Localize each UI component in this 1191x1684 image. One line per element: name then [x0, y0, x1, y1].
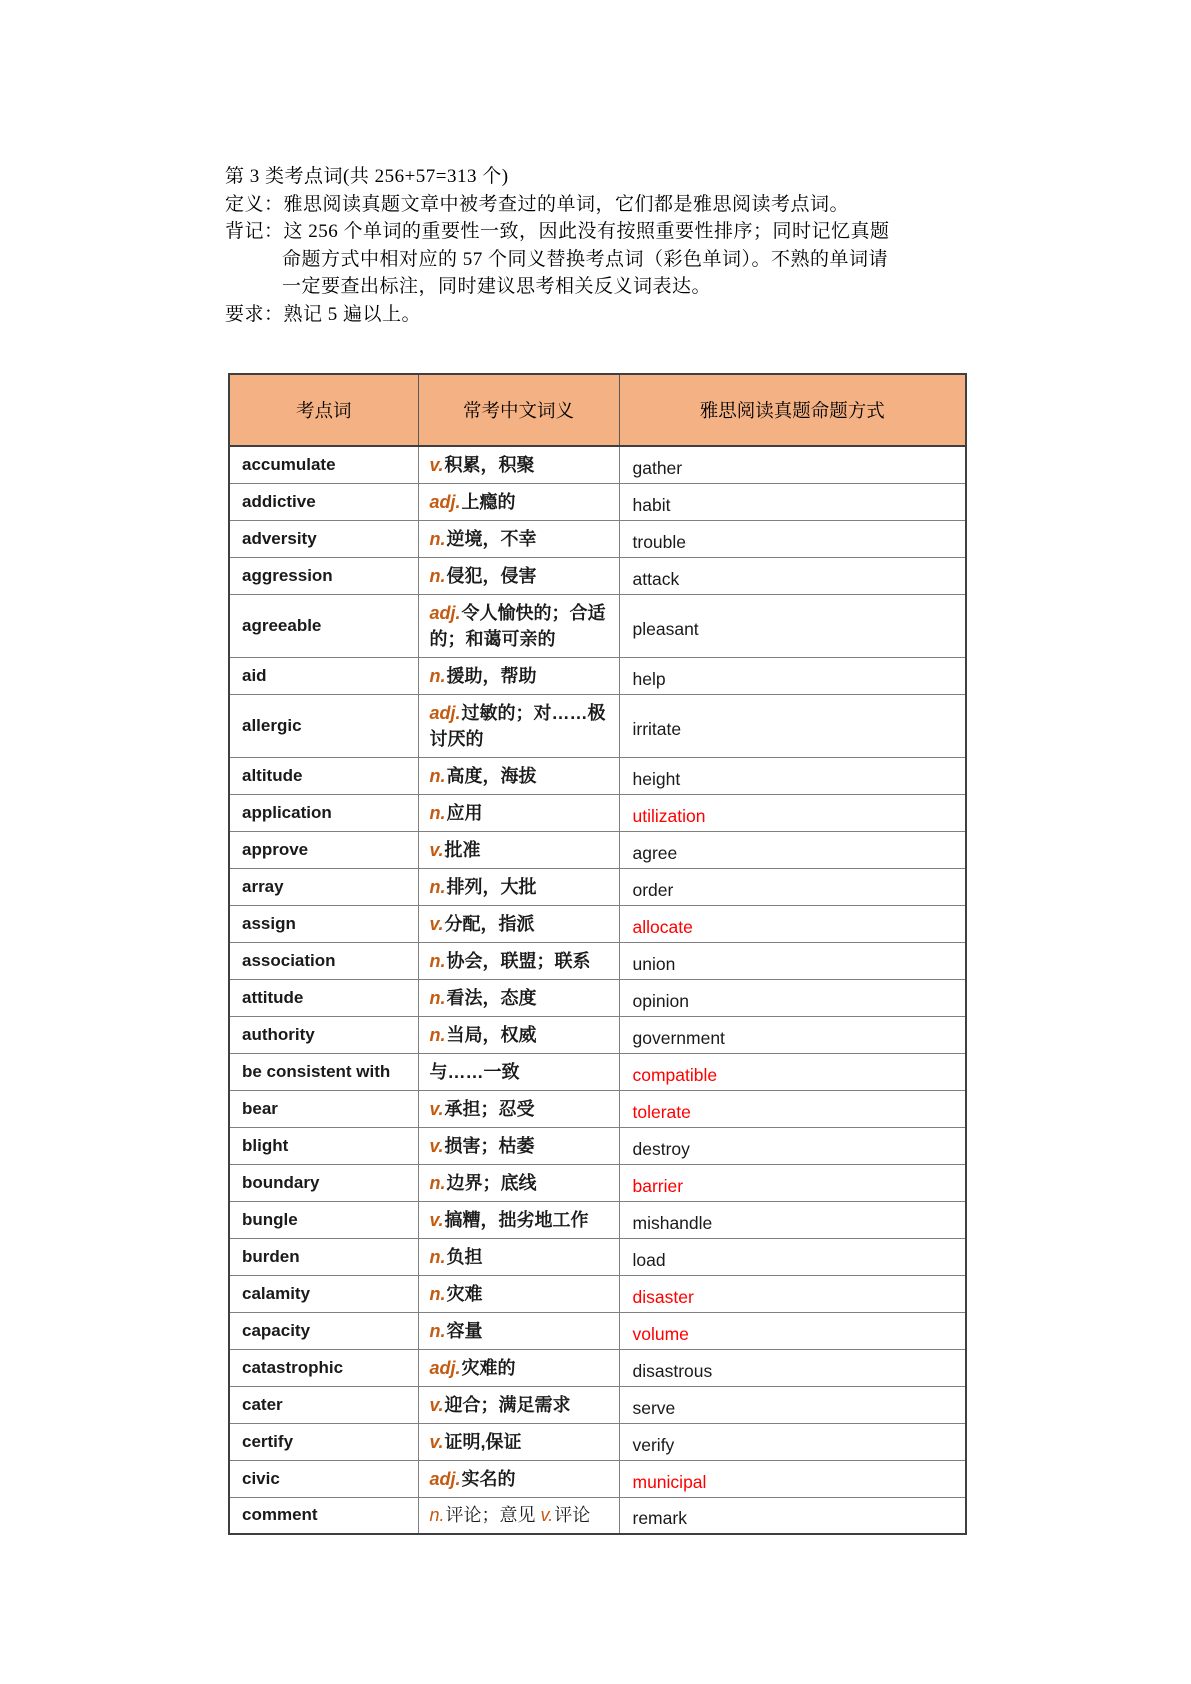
pos-marker: v. — [429, 1431, 444, 1452]
meaning-cell: n.负担 — [418, 1238, 619, 1275]
pos-marker: n. — [429, 565, 446, 586]
synonym-cell: trouble — [619, 520, 966, 557]
intro-title: 第 3 类考点词(共 256+57=313 个) — [225, 166, 509, 187]
word-cell: association — [229, 942, 418, 979]
pos-marker: v. — [429, 839, 444, 860]
pos-marker: n. — [429, 528, 446, 549]
table-row — [229, 483, 966, 520]
word-cell: bungle — [229, 1201, 418, 1238]
word-cell: be consistent with — [229, 1053, 418, 1090]
intro-block — [225, 163, 985, 328]
table-body — [229, 446, 966, 1534]
synonym-cell: destroy — [619, 1127, 966, 1164]
pos-marker: n. — [429, 876, 446, 897]
word-cell: catastrophic — [229, 1349, 418, 1386]
meaning-cell: 与……一致 — [418, 1053, 619, 1090]
pos-marker: n. — [429, 1320, 446, 1341]
meaning-cell: n.排列，大批 — [418, 868, 619, 905]
meaning-cell: n.应用 — [418, 794, 619, 831]
meaning-cell: adj.灾难的 — [418, 1349, 619, 1386]
synonym-cell: opinion — [619, 979, 966, 1016]
meaning-cell: n.援助，帮助 — [418, 657, 619, 694]
pos-marker: adj. — [429, 702, 461, 723]
synonym-cell: government — [619, 1016, 966, 1053]
synonym-cell: union — [619, 942, 966, 979]
table-row — [229, 1053, 966, 1090]
table-row — [229, 1497, 966, 1534]
meaning-cell: n.容量 — [418, 1312, 619, 1349]
table-header-row — [229, 374, 966, 446]
meaning-cell: n.当局，权威 — [418, 1016, 619, 1053]
pos-marker: v. — [429, 454, 444, 475]
table-row — [229, 1275, 966, 1312]
pos-marker: n. — [429, 1246, 446, 1267]
synonym-cell: agree — [619, 831, 966, 868]
synonym-cell: irritate — [619, 694, 966, 757]
intro-line-2: 命题方式中相对应的 57 个同义替换考点词（彩色单词）。不熟的单词请 — [282, 248, 889, 270]
table-row — [229, 1460, 966, 1497]
synonym-cell: verify — [619, 1423, 966, 1460]
word-cell: attitude — [229, 979, 418, 1016]
pos-marker: adj. — [429, 491, 461, 512]
meaning-cell: n.协会，联盟；联系 — [418, 942, 619, 979]
pos-marker: v. — [429, 1394, 444, 1415]
word-cell: agreeable — [229, 594, 418, 657]
pos-marker: n. — [429, 1172, 446, 1193]
meaning-cell: n.评论；意见 v.评论 — [418, 1497, 619, 1534]
word-cell: approve — [229, 831, 418, 868]
meaning-cell: v.批准 — [418, 831, 619, 868]
word-cell: comment — [229, 1497, 418, 1534]
synonym-cell: order — [619, 868, 966, 905]
meaning-cell: v.承担；忍受 — [418, 1090, 619, 1127]
pos-marker: n. — [429, 665, 446, 686]
pos-marker: v. — [429, 913, 444, 934]
synonym-cell: utilization — [619, 794, 966, 831]
table-row — [229, 1349, 966, 1386]
synonym-cell: allocate — [619, 905, 966, 942]
pos-marker: v. — [429, 1098, 444, 1119]
intro-line-4: 要求：熟记 5 遍以上。 — [225, 303, 422, 325]
synonym-cell: disaster — [619, 1275, 966, 1312]
synonym-cell: volume — [619, 1312, 966, 1349]
synonym-cell: gather — [619, 446, 966, 483]
pos-marker: v. — [429, 1209, 444, 1230]
word-cell: aggression — [229, 557, 418, 594]
table-row — [229, 979, 966, 1016]
word-cell: addictive — [229, 483, 418, 520]
word-cell: civic — [229, 1460, 418, 1497]
synonym-cell: serve — [619, 1386, 966, 1423]
meaning-cell: v.证明,保证 — [418, 1423, 619, 1460]
pos-marker: v. — [429, 1135, 444, 1156]
table-row — [229, 1090, 966, 1127]
table-row — [229, 1423, 966, 1460]
synonym-cell: load — [619, 1238, 966, 1275]
synonym-cell: pleasant — [619, 594, 966, 657]
table-row — [229, 657, 966, 694]
synonym-cell: habit — [619, 483, 966, 520]
synonym-cell: mishandle — [619, 1201, 966, 1238]
pos-marker: n. — [429, 802, 446, 823]
vocabulary-table — [228, 373, 967, 1535]
table-row — [229, 594, 966, 657]
table-row — [229, 520, 966, 557]
meaning-cell: adj.上瘾的 — [418, 483, 619, 520]
table-row — [229, 694, 966, 757]
synonym-cell: remark — [619, 1497, 966, 1534]
table-row — [229, 1164, 966, 1201]
pos-marker: adj. — [429, 602, 461, 623]
pos-marker: n. — [429, 1505, 445, 1526]
table-row — [229, 868, 966, 905]
word-cell: bear — [229, 1090, 418, 1127]
meaning-cell: v.分配，指派 — [418, 905, 619, 942]
word-cell: boundary — [229, 1164, 418, 1201]
table-row — [229, 1201, 966, 1238]
column-header-0: 考点词 — [229, 374, 418, 446]
pos-marker: n. — [429, 765, 446, 786]
column-header-1: 常考中文词义 — [418, 374, 619, 446]
intro-line-0: 定义：雅思阅读真题文章中被考查过的单词，它们都是雅思阅读考点词。 — [225, 193, 850, 215]
meaning-cell: adj.实名的 — [418, 1460, 619, 1497]
meaning-cell: v.损害；枯萎 — [418, 1127, 619, 1164]
table-row — [229, 557, 966, 594]
meaning-cell: adj.过敏的；对……极讨厌的 — [418, 694, 619, 757]
pos-marker: adj. — [429, 1357, 461, 1378]
meaning-cell: n.逆境，不幸 — [418, 520, 619, 557]
word-cell: blight — [229, 1127, 418, 1164]
intro-lines — [225, 191, 985, 329]
word-cell: altitude — [229, 757, 418, 794]
word-cell: certify — [229, 1423, 418, 1460]
table-row — [229, 1016, 966, 1053]
synonym-cell: attack — [619, 557, 966, 594]
meaning-cell: n.侵犯，侵害 — [418, 557, 619, 594]
synonym-cell: barrier — [619, 1164, 966, 1201]
synonym-cell: height — [619, 757, 966, 794]
synonym-cell: tolerate — [619, 1090, 966, 1127]
meaning-cell: v.迎合；满足需求 — [418, 1386, 619, 1423]
word-cell: burden — [229, 1238, 418, 1275]
table-row — [229, 905, 966, 942]
word-cell: calamity — [229, 1275, 418, 1312]
column-header-2: 雅思阅读真题命题方式 — [619, 374, 966, 446]
word-cell: capacity — [229, 1312, 418, 1349]
meaning-cell: n.看法，态度 — [418, 979, 619, 1016]
table-row — [229, 1386, 966, 1423]
table-row — [229, 794, 966, 831]
meaning-cell: n.边界；底线 — [418, 1164, 619, 1201]
word-cell: aid — [229, 657, 418, 694]
pos-marker: n. — [429, 987, 446, 1008]
meaning-cell: n.灾难 — [418, 1275, 619, 1312]
pos-marker: n. — [429, 1024, 446, 1045]
meaning-cell: adj.令人愉快的；合适的；和蔼可亲的 — [418, 594, 619, 657]
meaning-cell: n.高度，海拔 — [418, 757, 619, 794]
synonym-cell: compatible — [619, 1053, 966, 1090]
pos-marker: n. — [429, 1283, 446, 1304]
table-row — [229, 942, 966, 979]
meaning-cell: v.搞糟，拙劣地工作 — [418, 1201, 619, 1238]
table-row — [229, 1238, 966, 1275]
word-cell: accumulate — [229, 446, 418, 483]
table-row — [229, 1312, 966, 1349]
word-cell: application — [229, 794, 418, 831]
table-row — [229, 1127, 966, 1164]
synonym-cell: help — [619, 657, 966, 694]
table-row — [229, 446, 966, 483]
table-row — [229, 831, 966, 868]
word-cell: authority — [229, 1016, 418, 1053]
word-cell: assign — [229, 905, 418, 942]
synonym-cell: municipal — [619, 1460, 966, 1497]
intro-line-3: 一定要查出标注，同时建议思考相关反义词表达。 — [282, 276, 712, 297]
pos-marker: adj. — [429, 1468, 461, 1489]
meaning-cell: v.积累，积聚 — [418, 446, 619, 483]
pos-marker: n. — [429, 950, 446, 971]
word-cell: cater — [229, 1386, 418, 1423]
pos-marker: v. — [540, 1505, 554, 1526]
word-cell: array — [229, 868, 418, 905]
word-cell: adversity — [229, 520, 418, 557]
table-row — [229, 757, 966, 794]
synonym-cell: disastrous — [619, 1349, 966, 1386]
intro-line-1: 背记：这 256 个单词的重要性一致，因此没有按照重要性排序；同时记忆真题 — [225, 221, 890, 242]
word-cell: allergic — [229, 694, 418, 757]
